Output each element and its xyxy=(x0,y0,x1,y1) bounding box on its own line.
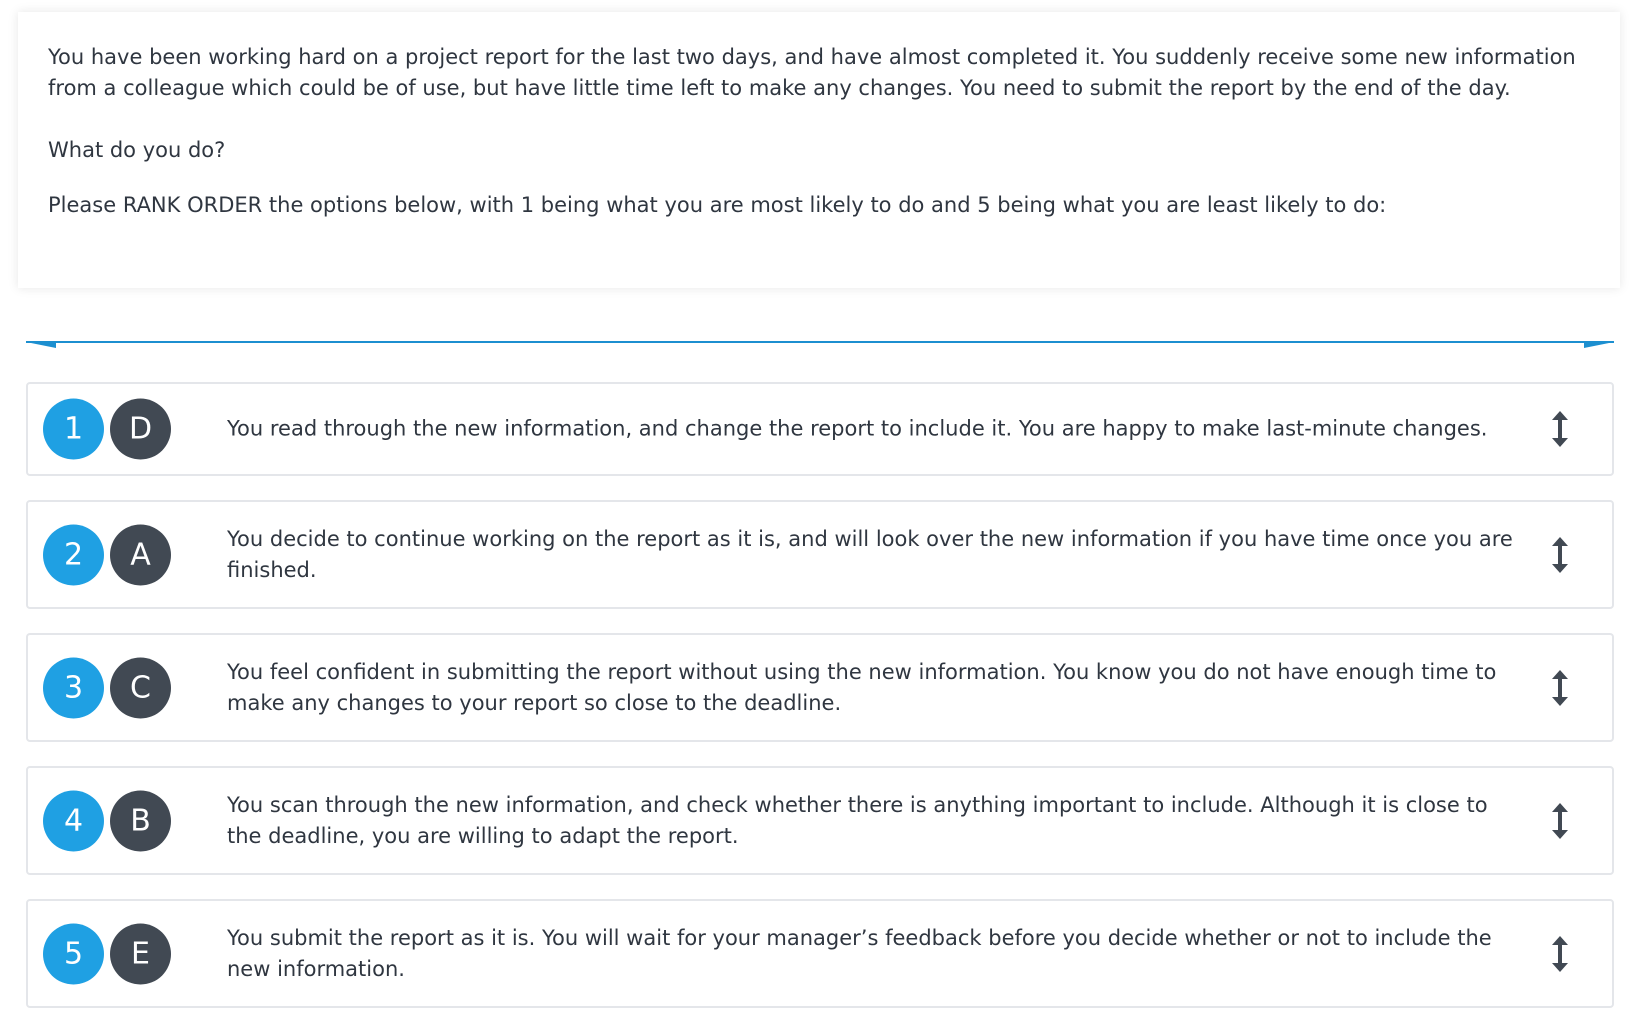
vertical-resize-arrows-icon[interactable] xyxy=(1550,936,1570,972)
question-scenario: You have been working hard on a project report for the last two days, and have almost completed it. You suddenly receive some new information from a colleague which could be of use, but have little time left to make any changes. You need to submit the report by the end of the day. xyxy=(48,45,1576,100)
rank-option[interactable] xyxy=(26,633,1614,742)
rank-order-list xyxy=(26,382,1614,1032)
option-text: You scan through the new information, and check whether there is anything important to include. Although it is close to the deadline, you are willing to adapt the report. xyxy=(227,792,1488,848)
vertical-resize-arrows-icon[interactable] xyxy=(1550,670,1570,706)
vertical-resize-arrows-icon[interactable] xyxy=(1550,411,1570,447)
rank-number-badge: 5 xyxy=(43,923,104,984)
rank-number-badge: 2 xyxy=(43,524,104,585)
rank-number-badge: 1 xyxy=(43,399,104,460)
rank-option[interactable] xyxy=(26,766,1614,875)
option-text: You read through the new information, and change the report to include it. You are happy to make last-minute changes. xyxy=(227,416,1488,441)
option-letter-badge: D xyxy=(110,399,171,460)
option-letter-badge: B xyxy=(110,790,171,851)
rank-option[interactable] xyxy=(26,382,1614,476)
option-letter-badge: C xyxy=(110,657,171,718)
section-divider xyxy=(26,340,1614,354)
option-letter-badge: A xyxy=(110,524,171,585)
question-panel xyxy=(18,12,1620,288)
option-text: You feel confident in submitting the report without using the new information. You know you do not have enough time to make any changes to your report so close to the deadline. xyxy=(227,659,1497,715)
rank-number-badge: 4 xyxy=(43,790,104,851)
vertical-resize-arrows-icon[interactable] xyxy=(1550,537,1570,573)
rank-option[interactable] xyxy=(26,500,1614,609)
question-prompt: What do you do? xyxy=(48,138,226,162)
option-letter-badge: E xyxy=(110,923,171,984)
question-instruction: Please RANK ORDER the options below, with 1 being what you are most likely to do and 5 being what you are least likely to do: xyxy=(48,193,1387,217)
rank-number-badge: 3 xyxy=(43,657,104,718)
rank-option[interactable] xyxy=(26,899,1614,1008)
vertical-resize-arrows-icon[interactable] xyxy=(1550,803,1570,839)
option-text: You decide to continue working on the report as it is, and will look over the new information if you have time once you are finished. xyxy=(227,526,1513,582)
option-text: You submit the report as it is. You will wait for your manager’s feedback before you decide whether or not to include the new information. xyxy=(227,925,1492,981)
